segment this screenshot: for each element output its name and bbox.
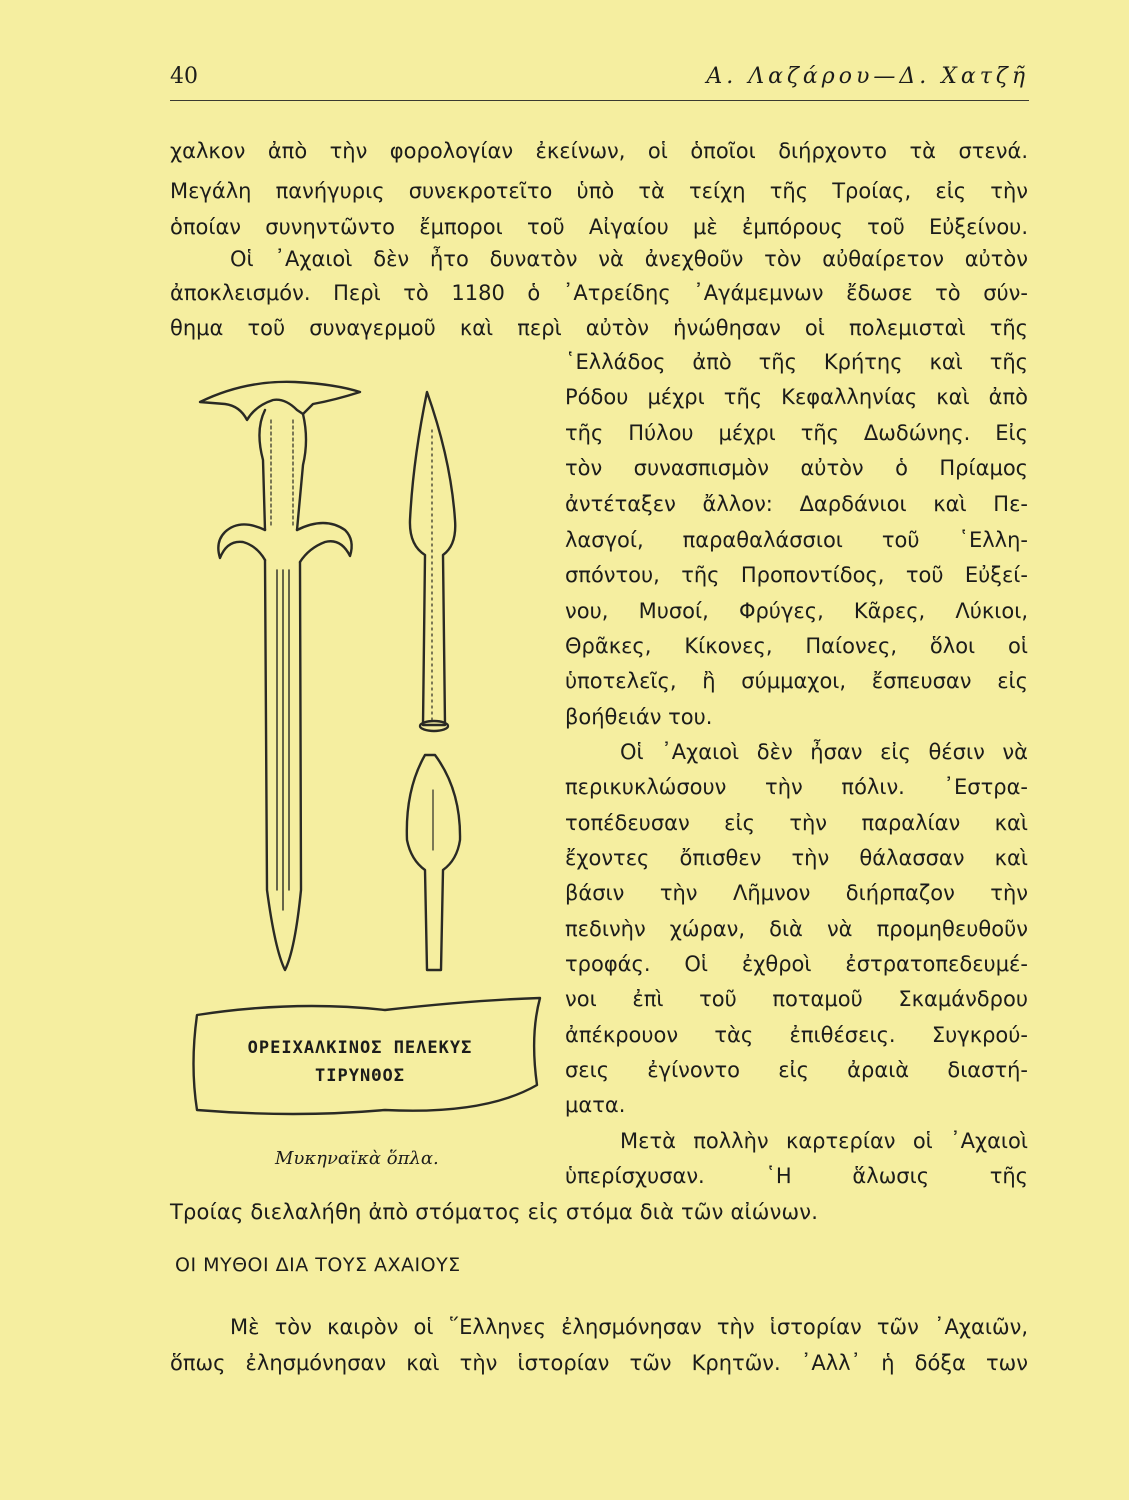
body-line: τοπέδευσαν εἰς τὴν παραλίαν καὶ <box>565 811 1028 835</box>
body-line: νου, Μυσοί, Φρύγες, Κᾶρες, Λύκιοι, <box>565 599 1028 623</box>
body-line: ἀντέταξεν ἄλλον: Δαρδάνιοι καὶ Πε- <box>565 492 1028 516</box>
body-line: τροφάς. Οἱ ἐχθροὶ ἐστρατοπεδευμέ- <box>565 952 1028 976</box>
body-line: ἀπέκρουον τὰς ἐπιθέσεις. Συγκρού- <box>565 1023 1028 1047</box>
body-line: Μεγάλη πανήγυρις συνεκροτεῖτο ὑπὸ τὰ τείχη τῆς Τροίας, εἰς τὴν <box>170 179 1028 203</box>
body-line: πεδινὴν χώραν, διὰ νὰ προμηθευθοῦν <box>565 917 1028 941</box>
figure-caption: Μυκηναϊκὰ ὅπλα. <box>275 1148 439 1169</box>
axe-label: ΟΡΕΙΧΑΛΚΙΝΟΣ ΠΕΛΕΚΥΣ <box>247 1038 473 1058</box>
body-line: Μετὰ πολλὴν καρτερίαν οἱ ᾿Αχαιοὶ <box>620 1129 1028 1153</box>
body-line: λασγοί, παραθαλάσσιοι τοῦ ῾Ελλη- <box>565 528 1028 552</box>
body-line: περικυκλώσουν τὴν πόλιν. ᾿Εστρα- <box>565 775 1028 799</box>
body-line: νοι ἐπὶ τοῦ ποταμοῦ Σκαμάνδρου <box>565 987 1028 1011</box>
page-number: 40 <box>170 64 198 89</box>
page-header <box>170 64 1029 101</box>
body-line: ὅπως ἐλησμόνησαν καὶ τὴν ἱστορίαν τῶν Κρητῶν. ᾿Αλλ᾿ ἡ δόξα των <box>170 1351 1028 1375</box>
sword-pommel <box>200 382 360 420</box>
body-line: τὸν συνασπισμὸν αὐτὸν ὁ Πρίαμος <box>565 456 1028 480</box>
body-line: σεις ἐγίνοντο εἰς ἀραιὰ διαστή- <box>565 1058 1028 1082</box>
running-head: Α. Λαζάρου—Δ. Χατζῆ <box>706 64 1029 89</box>
body-line: θημα τοῦ συναγερμοῦ καὶ περὶ αὐτὸν ἡνώθησαν οἱ πολεμισταὶ τῆς <box>170 316 1028 340</box>
body-line: Μὲ τὸν καιρὸν οἱ ῞Ελληνες ἐλησμόνησαν τὴν ἱστορίαν τῶν ᾿Αχαιῶν, <box>230 1315 1028 1339</box>
body-line: ὁποίαν συνηντῶντο ἔμποροι τοῦ Αἰγαίου μὲ ἐμπόρους τοῦ Εὐξείνου. <box>170 215 1028 239</box>
body-line: σπόντου, τῆς Προποντίδος, τοῦ Εὐξεί- <box>565 563 1028 587</box>
body-line: χαλκον ἀπὸ τὴν φορολογίαν ἐκείνων, οἱ ὁποῖοι διήρχοντο τὰ στενά. <box>170 139 1028 163</box>
section-heading: ΟΙ ΜΥΘΟΙ ΔΙΑ ΤΟΥΣ ΑΧΑΙΟΥΣ <box>175 1254 461 1276</box>
body-line: Τροίας διελαλήθη ἀπὸ στόματος εἰς στόμα διὰ τῶν αἰώνων. <box>170 1200 819 1224</box>
sword-guard-right <box>297 523 352 562</box>
body-line: Ρόδου μέχρι τῆς Κεφαλληνίας καὶ ἀπὸ <box>565 385 1028 409</box>
sword-grip <box>259 410 306 530</box>
weapons-figure <box>185 370 555 1130</box>
body-line: τῆς Πύλου μέχρι τῆς Δωδώνης. Εἰς <box>565 421 1028 445</box>
body-line: ῾Ελλάδος ἀπὸ τῆς Κρήτης καὶ τῆς <box>565 350 1028 374</box>
body-line: ἔχοντες ὄπισθεν τὴν θάλασσαν καὶ <box>565 846 1028 870</box>
axe-label-location: ΤΙΡΥΝΘΟΣ <box>315 1066 405 1086</box>
weapons-illustration <box>185 370 555 1130</box>
body-line: ὑποτελεῖς, ἢ σύμμαχοι, ἔσπευσαν εἰς <box>565 669 1028 693</box>
body-line: ἀποκλεισμόν. Περὶ τὸ 1180 ὁ ᾿Ατρείδης ᾿Αγάμεμνων ἔδωσε τὸ σύν- <box>170 281 1028 305</box>
body-line: Οἱ ᾿Αχαιοὶ δὲν ἦτο δυνατὸν νὰ ἀνεχθοῦν τὸν αὐθαίρετον αὐτὸν <box>230 247 1028 271</box>
sword-guard-left <box>218 524 265 560</box>
body-line: βάσιν τὴν Λῆμνον διήρπαζον τὴν <box>565 881 1028 905</box>
body-line: βοήθειάν του. <box>565 705 713 729</box>
body-line: ὑπερίσχυσαν. ῾Η ἅλωσις τῆς <box>565 1164 1028 1188</box>
body-line: Οἱ ᾿Αχαιοὶ δὲν ἦσαν εἰς θέσιν νὰ <box>620 740 1028 764</box>
body-line: Θρᾶκες, Κίκονες, Παίονες, ὅλοι οἱ <box>565 634 1028 658</box>
arrowhead <box>407 755 460 970</box>
body-line: ματα. <box>565 1093 626 1117</box>
